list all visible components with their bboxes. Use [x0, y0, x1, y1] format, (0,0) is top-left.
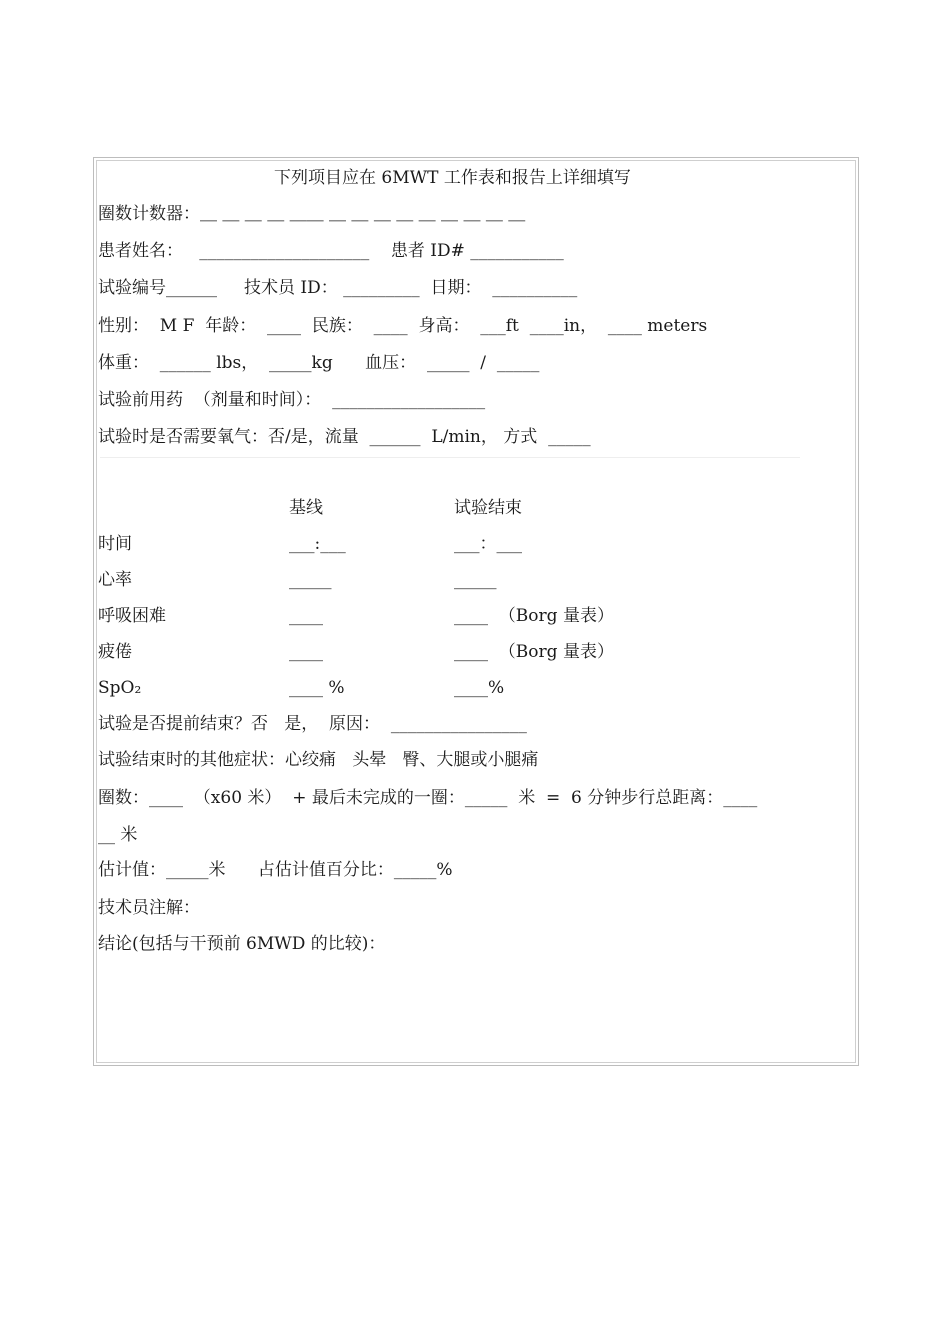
- symptoms-line: 试验结束时的其他症状：心绞痛 头晕 臀、大腿或小腿痛: [98, 750, 539, 770]
- predicted-line: 估计值：_____米 占估计值百分比：_____%: [98, 860, 453, 880]
- time-end: ___：___: [454, 534, 522, 554]
- spo2-end: ____%: [454, 678, 505, 698]
- sex-age-line: 性别： M F 年龄： ____ 民族： ____ 身高： ___ft ____in， ____ meters: [98, 316, 708, 336]
- heart-rate-end: _____: [454, 570, 497, 590]
- row-label-dyspnea: 呼吸困难: [98, 606, 166, 626]
- lap-counter-line: 圈数计数器：＿ ＿ ＿ ＿ ＿＿ ＿ ＿ ＿ ＿ ＿ ＿ ＿ ＿ ＿: [98, 204, 526, 224]
- dyspnea-end: ____ （Borg 量表）: [454, 606, 614, 626]
- laps-line: 圈数：____ （x60 米） + 最后未完成的一圈：_____ 米 = 6 分钟步行总距离：____: [98, 788, 758, 808]
- dyspnea-baseline: ____: [289, 606, 323, 626]
- weight-bp-line: 体重： ______ lbs， _____kg 血压： _____ / _____: [98, 353, 540, 373]
- row-label-fatigue: 疲倦: [98, 642, 132, 662]
- oxygen-line: 试验时是否需要氧气：否/是，流量 ______ L/min， 方式 _____: [98, 427, 591, 447]
- row-label-heart-rate: 心率: [98, 570, 132, 590]
- conclusion-label: 结论(包括与干预前 6MWD 的比较)：: [98, 934, 386, 954]
- meds-line: 试验前用药 （剂量和时间）： __________________: [98, 390, 486, 410]
- col-header-baseline: 基线: [289, 498, 323, 518]
- tech-comments-label: 技术员注解：: [98, 898, 200, 918]
- section-divider: [100, 457, 800, 458]
- laps-line-continued: __ 米: [98, 825, 138, 845]
- col-header-end: 试验结束: [454, 498, 522, 518]
- time-baseline: ___:___: [289, 534, 346, 554]
- spo2-baseline: ____ %: [289, 678, 345, 698]
- trial-line: 试验编号______ 技术员 ID： _________ 日期： __________: [98, 278, 578, 298]
- patient-line: 患者姓名： ____________________ 患者 ID# ___________: [98, 241, 564, 261]
- row-label-spo2: SpO₂: [98, 678, 142, 698]
- heart-rate-baseline: _____: [289, 570, 332, 590]
- row-label-time: 时间: [98, 534, 132, 554]
- fatigue-end: ____ （Borg 量表）: [454, 642, 614, 662]
- form-title: 下列项目应在 6MWT 工作表和报告上详细填写: [274, 168, 631, 188]
- fatigue-baseline: ____: [289, 642, 323, 662]
- early-stop-line: 试验是否提前结束？否 是， 原因： ________________: [98, 714, 527, 734]
